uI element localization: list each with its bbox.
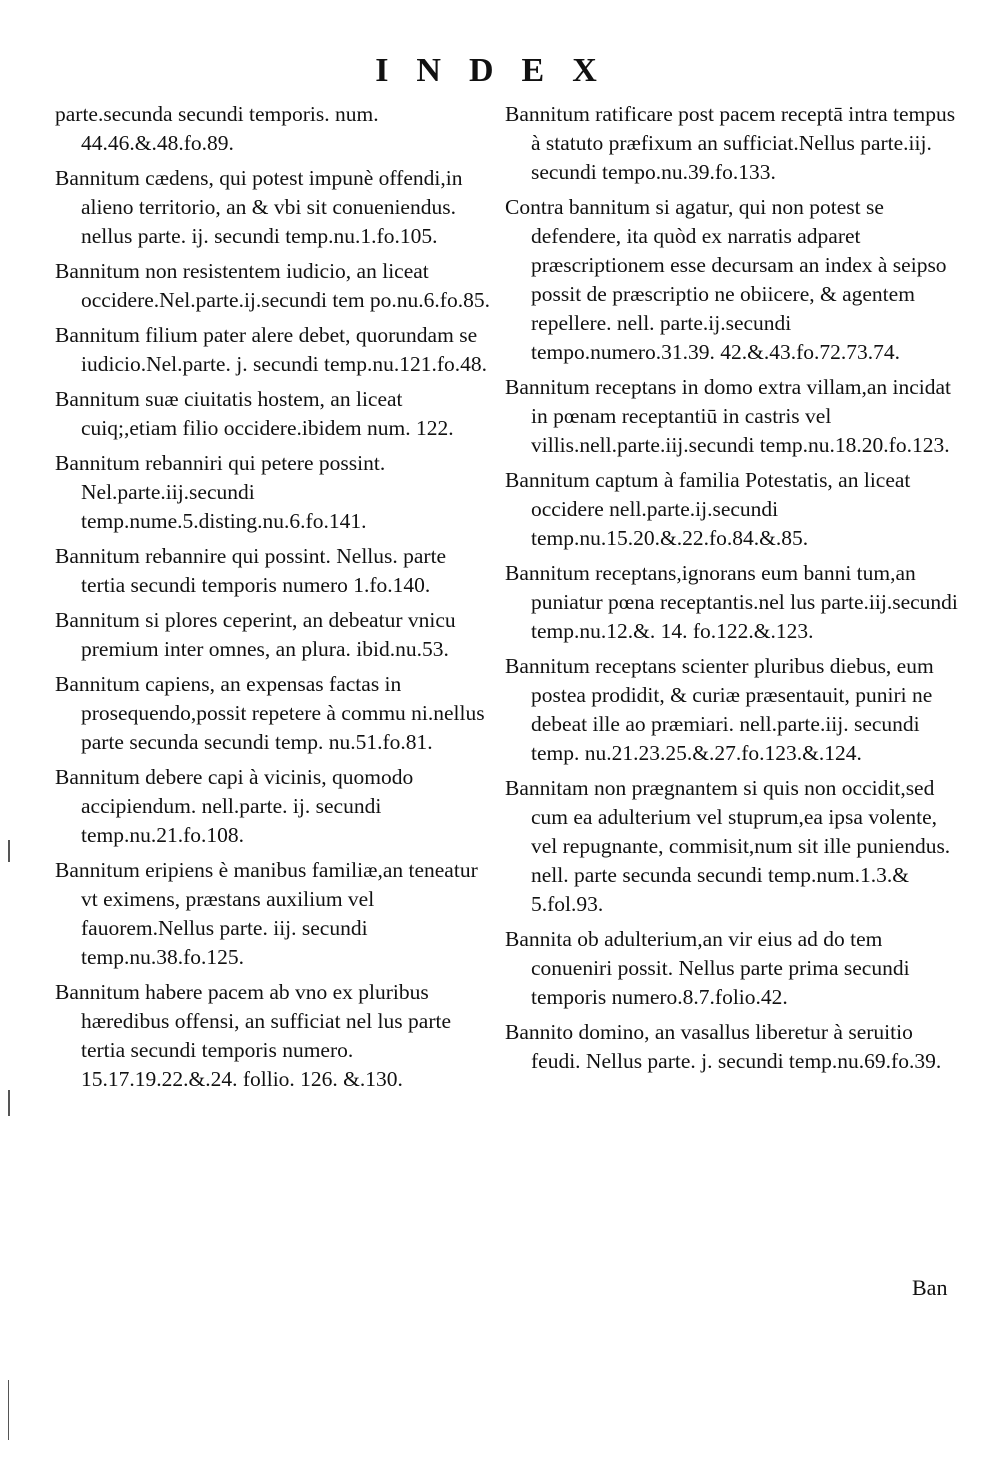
index-entry: Bannitum habere pacem ab vno ex pluribus hæredibus offensi, an sufficiat nel lus parte tertia secundi temporis numero. 15.17.19.22.&.24. follio. 126. &.130.: [55, 980, 451, 1091]
index-entry: Bannitum receptans scienter pluribus diebus, eum postea prodidit, & curiæ præsentauit, puniri ne debeat ille ao præmiari. nell.parte.iij. secundi temp. nu.21.23.25.&.27.fo.123.&.124.: [505, 654, 934, 765]
index-entry: Bannitum rebannire qui possint. Nellus. parte tertia secundi temporis numero 1.fo.140.: [55, 544, 447, 597]
index-entry: Bannitum receptans in domo extra villam,an incidat in pœnam receptantiū in castris vel villis.nell.parte.iij.secundi temp.nu.18.20.fo.123.: [505, 375, 951, 457]
index-entry: Bannitum non resistentem iudicio, an liceat occidere.Nel.parte.ij.secundi tem po.nu.6.fo.85.: [55, 259, 490, 312]
index-entry: Bannitum suæ ciuitatis hostem, an liceat cuiq;,etiam filio occidere.ibidem num. 122.: [55, 387, 454, 440]
index-entry: Bannitum receptans,ignorans eum banni tum,an puniatur pœna receptantis.nel lus parte.iij.secundi temp.nu.12.&. 14. fo.122.&.123.: [505, 561, 958, 643]
page-title: INDEX: [375, 52, 625, 89]
margin-mark: [8, 840, 10, 862]
index-entry: Bannita ob adulterium,an vir eius ad do tem conueniri possit. Nellus parte prima secundi temporis numero.8.7.folio.42.: [505, 927, 910, 1009]
index-entry: Bannitum capiens, an expensas factas in prosequendo,possit repetere à commu ni.nellus parte secunda secundi temp. nu.51.fo.81.: [55, 672, 485, 754]
index-entry: Bannitum eripiens è manibus familiæ,an teneatur vt eximens, præstans auxilium vel fauorem.Nellus parte. iij. secundi temp.nu.38.fo.125.: [55, 858, 478, 969]
right-column: [505, 100, 960, 1082]
margin-mark: [8, 1380, 9, 1440]
index-entry: Bannitum cædens, qui potest impunè offendi,in alieno territorio, an & vbi sit conueniendus. nellus parte. ij. secundi temp.nu.1.fo.105.: [55, 166, 463, 248]
index-entry: Bannitum captum à familia Potestatis, an liceat occidere nell.parte.ij.secundi temp.nu.15.20.&.22.fo.84.&.85.: [505, 468, 911, 550]
index-entry: Bannito domino, an vasallus liberetur à seruitio feudi. Nellus parte. j. secundi temp.nu.69.fo.39.: [505, 1020, 942, 1073]
index-entry: parte.secunda secundi temporis. num. 44.46.&.48.fo.89.: [55, 102, 379, 155]
index-entry: Bannitum rebanniri qui petere possint. Nel.parte.iij.secundi temp.nume.5.disting.nu.6.fo.141.: [55, 451, 386, 533]
index-entry: Bannitum si plores ceperint, an debeatur vnicu premium inter omnes, an plura. ibid.nu.53.: [55, 608, 456, 661]
index-entry: Bannitum debere capi à vicinis, quomodo accipiendum. nell.parte. ij. secundi temp.nu.21.fo.108.: [55, 765, 414, 847]
index-entry: Bannitum ratificare post pacem receptā intra tempus à statuto præfixum an sufficiat.Nellus parte.iij. secundi tempo.nu.39.fo.133.: [505, 102, 956, 184]
margin-mark: [8, 1090, 10, 1116]
catchword: Ban: [912, 1275, 948, 1300]
left-column: [55, 100, 495, 1100]
index-entry: Bannitam non prægnantem si quis non occidit,sed cum ea adulterium vel stuprum,ea ipsa volente, vel repugnante, commisit,num sit ille puniendus. nell. parte secunda secundi temp.num.1.3.& 5.fol.93.: [505, 776, 951, 916]
index-entry: Bannitum filium pater alere debet, quorundam se iudicio.Nel.parte. j. secundi temp.nu.121.fo.48.: [55, 323, 488, 376]
index-entry: Contra bannitum si agatur, qui non potest se defendere, ita quòd ex narratis adparet præscriptionem esse decursam an index à seipso possit de præscriptio ne obiicere, & agentem repellere. nell. parte.ij.secundi tempo.numero.31.39. 42.&.43.fo.72.73.74.: [505, 195, 947, 364]
